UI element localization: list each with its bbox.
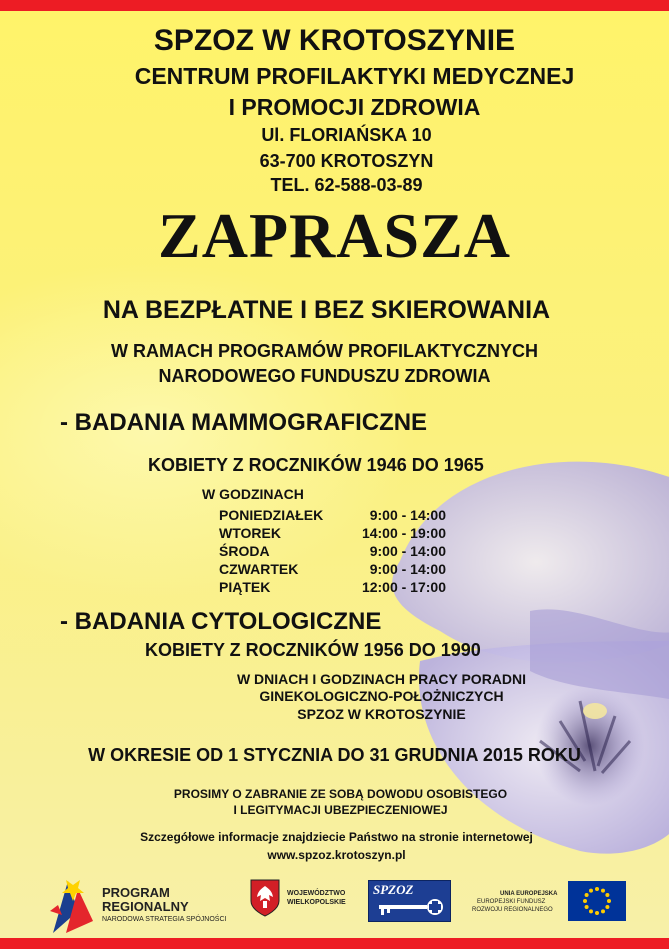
program-line3: NARODOWA STRATEGIA SPÓJNOŚCI xyxy=(102,916,227,923)
centre-name-line2: I PROMOCJI ZDROWIA xyxy=(228,94,481,120)
documents-line1: PROSIMY O ZABRANIE ZE SOBĄ DOWODU OSOBISTEGO xyxy=(173,787,508,801)
schedule-day: PONIEDZIAŁEK xyxy=(219,507,324,523)
mammography-target: KOBIETY Z ROCZNIKÓW 1946 DO 1965 xyxy=(148,455,484,475)
wlkp-line1: WOJEWÓDZTWO xyxy=(287,890,346,897)
schedule-day: WTOREK xyxy=(219,525,281,541)
hours-label: W GODZINACH xyxy=(202,486,304,502)
schedule-hours: 12:00 - 17:00 xyxy=(361,579,446,595)
schedule-hours: 9:00 - 14:00 xyxy=(369,543,446,559)
cytology-target: KOBIETY Z ROCZNIKÓW 1956 DO 1990 xyxy=(145,640,481,660)
eu-line3: ROZWOJU REGIONALNEGO xyxy=(472,907,553,913)
wielkopolska-coat-of-arms-icon xyxy=(250,879,280,917)
eu-flag-icon xyxy=(568,881,626,921)
eu-line1: UNIA EUROPEJSKA xyxy=(500,891,558,897)
period-line: W OKRESIE OD 1 STYCZNIA DO 31 GRUDNIA 2015 ROKU xyxy=(88,745,581,765)
programme-line2: NARODOWEGO FUNDUSZU ZDROWIA xyxy=(158,366,491,386)
cytology-title: - BADANIA CYTOLOGICZNE xyxy=(60,608,382,635)
poster xyxy=(0,11,669,938)
schedule-day: PIĄTEK xyxy=(219,579,271,595)
address-street: Ul. FLORIAŃSKA 10 xyxy=(261,125,432,145)
mammography-title: - BADANIA MAMMOGRAFICZNE xyxy=(60,409,428,436)
schedule-hours: 9:00 - 14:00 xyxy=(369,507,446,523)
cytology-hours-line2: GINEKOLOGICZNO-POŁOŻNICZYCH xyxy=(259,688,504,704)
centre-name-line1: CENTRUM PROFILAKTYKI MEDYCZNEJ xyxy=(134,63,575,89)
spzoz-logo-text: SPZOZ xyxy=(373,882,414,897)
logo-spzoz xyxy=(368,880,451,922)
phone-number: TEL. 62-588-03-89 xyxy=(270,175,423,195)
schedule-day: ŚRODA xyxy=(219,543,270,559)
cytology-hours-line1: W DNIACH I GODZINACH PRACY PORADNI xyxy=(236,671,527,687)
schedule-day: CZWARTEK xyxy=(219,561,299,577)
free-line: NA BEZPŁATNE I BEZ SKIEROWANIA xyxy=(102,296,551,324)
cytology-hours-line3: SPZOZ W KROTOSZYNIE xyxy=(297,706,466,722)
wlkp-line2: WIELKOPOLSKIE xyxy=(287,899,346,906)
key-icon xyxy=(373,898,446,918)
schedule-hours: 14:00 - 19:00 xyxy=(361,525,446,541)
program-line1: PROGRAM xyxy=(102,885,170,900)
organization-name: SPZOZ W KROTOSZYNIE xyxy=(153,24,516,57)
eu-line2: EUROPEJSKI FUNDUSZ xyxy=(477,899,546,905)
info-line: Szczegółowe informacje znajdziecie Państwo na stronie internetowej xyxy=(140,830,533,844)
documents-line2: I LEGITYMACJI UBEZPIECZENIOWEJ xyxy=(233,803,448,817)
invite-heading: ZAPRASZA xyxy=(158,200,511,271)
program-line2: REGIONALNY xyxy=(102,899,189,914)
schedule-hours: 9:00 - 14:00 xyxy=(369,561,446,577)
programme-line1: W RAMACH PROGRAMÓW PROFILAKTYCZNYCH xyxy=(111,341,538,361)
program-regionalny-icon xyxy=(48,871,98,935)
address-city: 63-700 KROTOSZYN xyxy=(259,151,434,171)
website-link[interactable]: www.spzoz.krotoszyn.pl xyxy=(267,848,406,862)
